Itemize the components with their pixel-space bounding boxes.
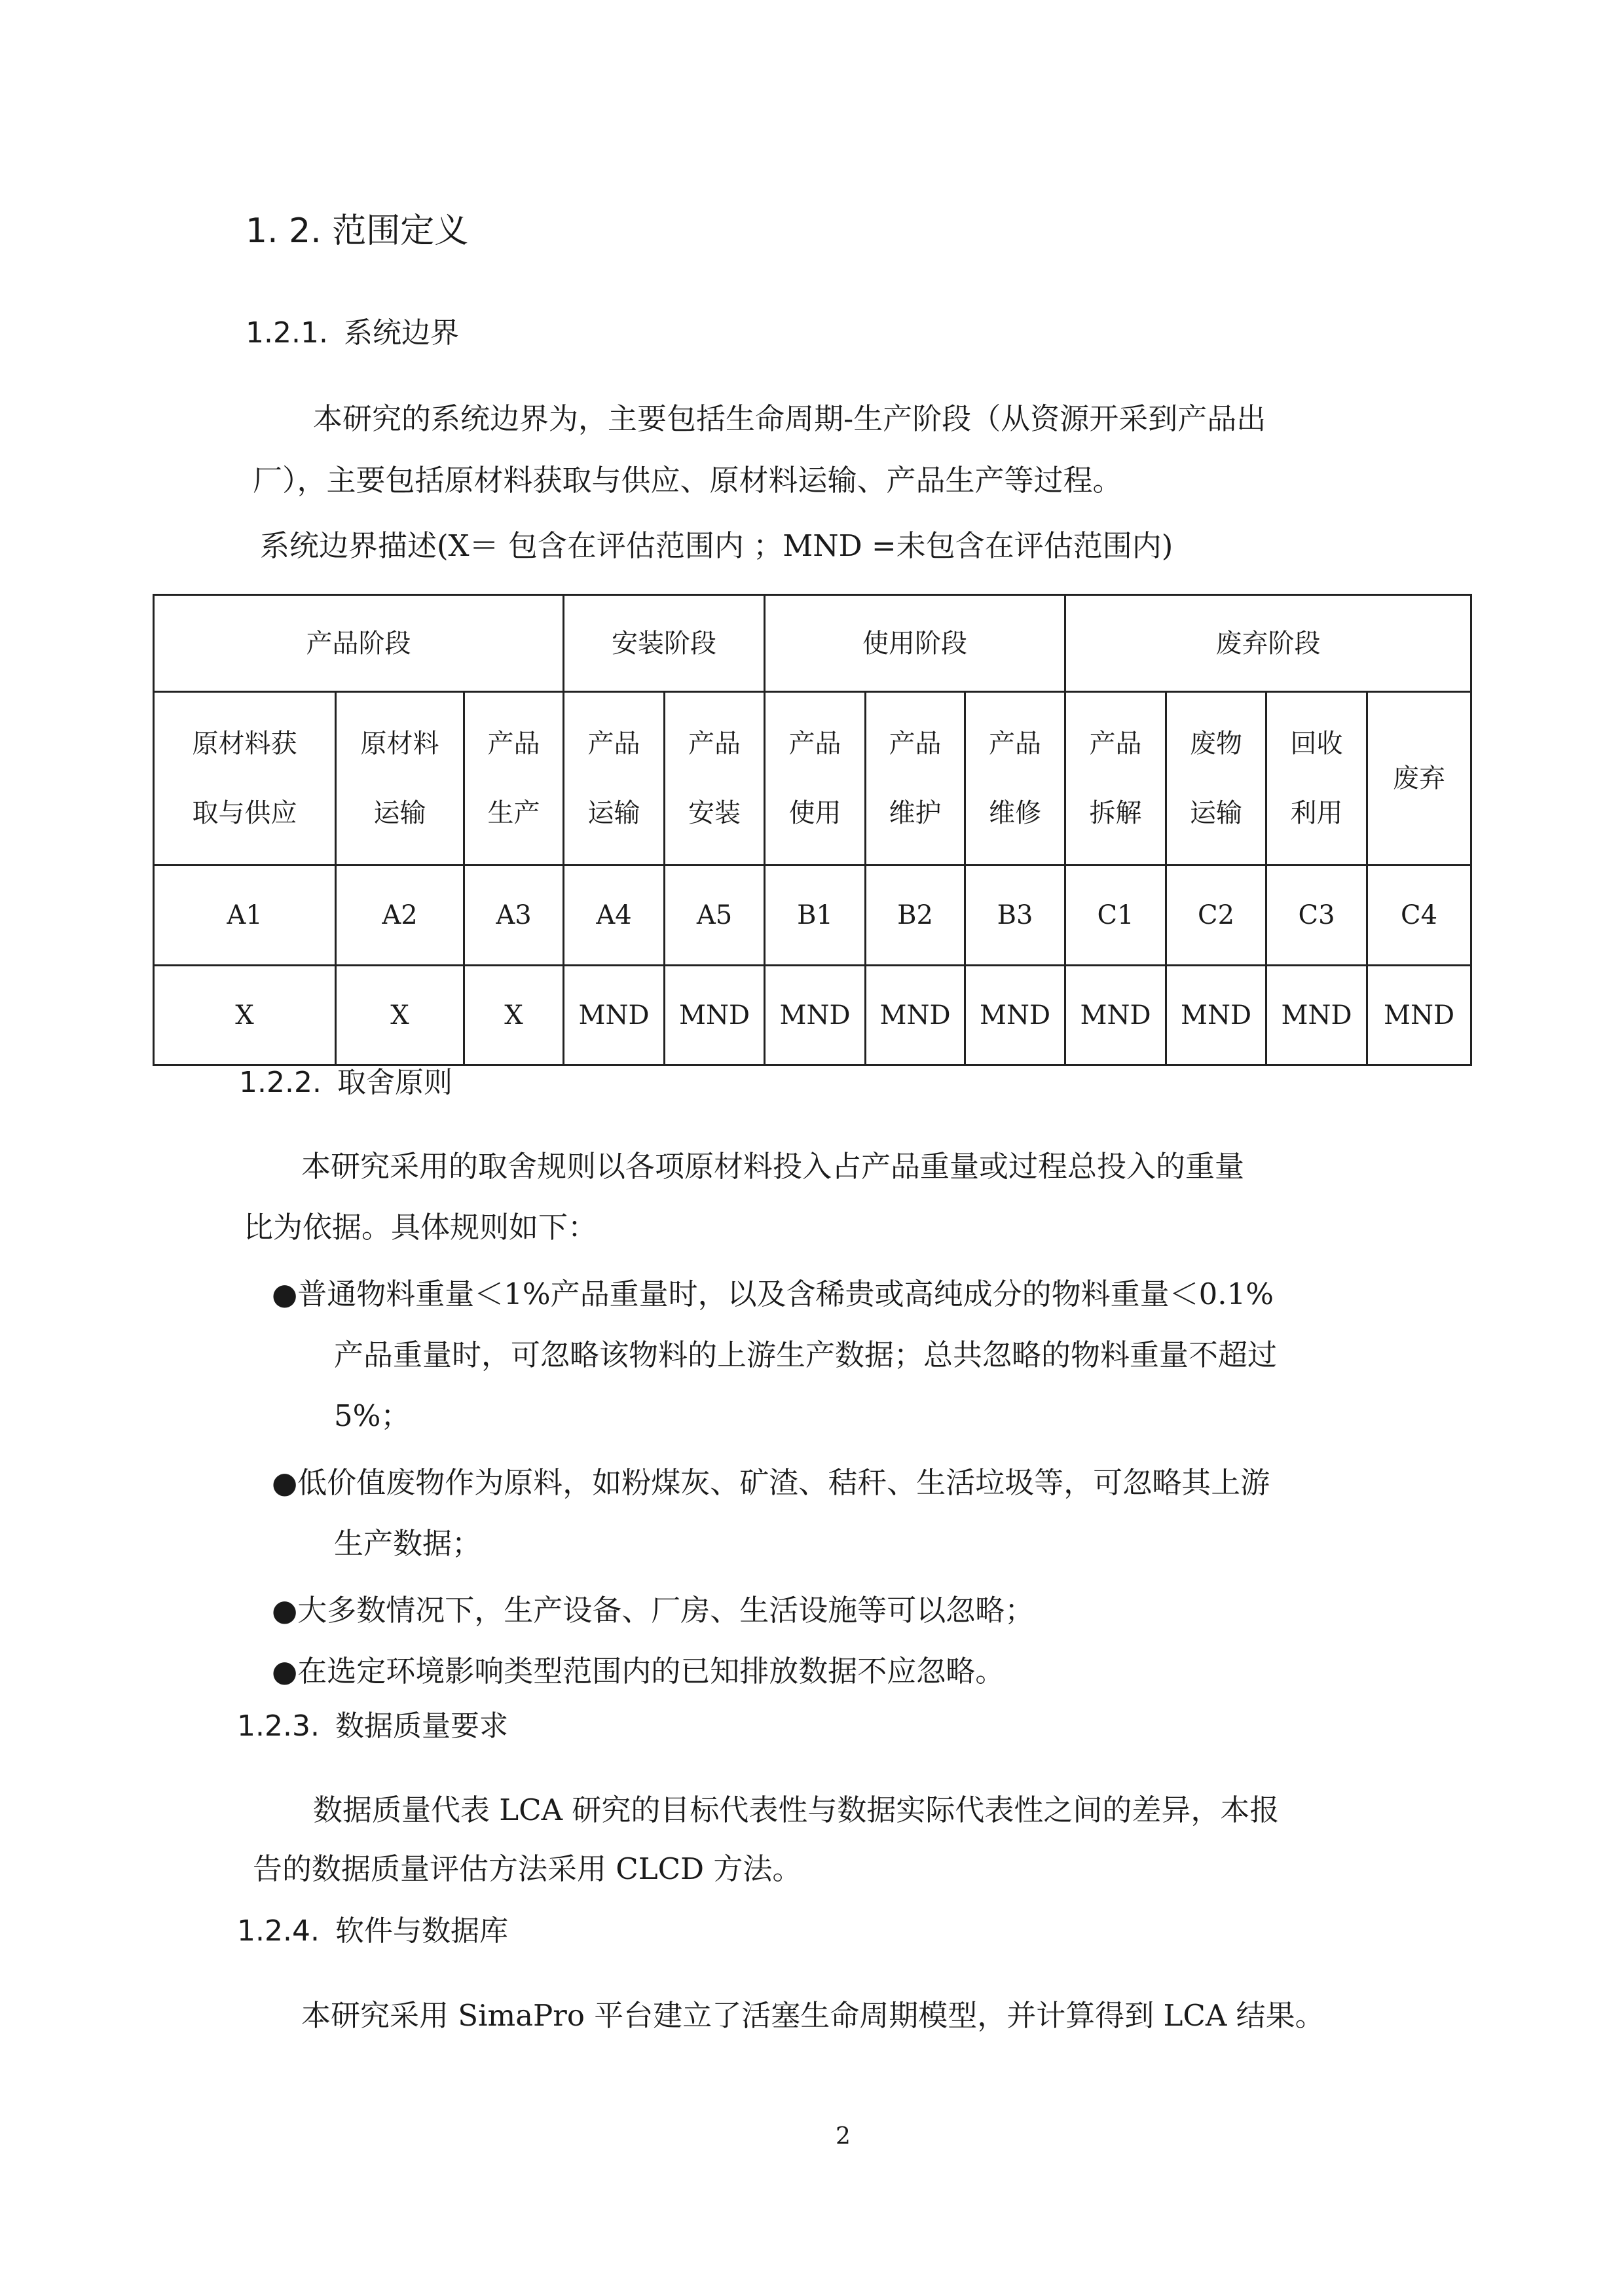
subsection-heading-1-2-1 [246,309,459,351]
code-cell: A5 [665,866,765,966]
subsection-number: 1.2.2. [239,1066,322,1099]
module-cell: 产品 生产 [464,692,564,866]
bullet-line: ●在选定环境影响类型范围内的已知排放数据不应忽略。 [272,1654,1005,1688]
subsection-number: 1.2.3. [237,1709,320,1743]
section-title: 范围定义 [332,211,469,251]
stage-cell: 产品阶段 [154,595,564,692]
stage-cell: 使用阶段 [765,595,1065,692]
module-cell: 原材料 运输 [336,692,464,866]
paragraph-line: 数据质量代表 LCA 研究的目标代表性与数据实际代表性之间的差异，本报 [313,1793,1280,1827]
module-cell: 废弃 [1367,692,1471,866]
value-cell: X [154,966,336,1065]
subsection-title: 软件与数据库 [335,1914,508,1948]
value-cell: MND [1266,966,1367,1065]
bullet-line: 生产数据； [334,1526,482,1561]
paragraph-line: 本研究采用的取舍规则以各项原材料投入占产品重量或过程总投入的重量 [301,1149,1245,1184]
paragraph-line: 厂），主要包括原材料获取与供应、原材料运输、产品生产等过程。 [253,463,1122,498]
subsection-heading-1-2-2 [239,1059,452,1101]
module-cell: 产品 维修 [965,692,1065,866]
code-cell: B3 [965,866,1065,966]
value-cell: MND [1065,966,1166,1065]
module-row [154,692,1471,866]
bullet-line: ●大多数情况下，生产设备、厂房、生活设施等可以忽略； [272,1593,1035,1628]
subsection-heading-1-2-3 [237,1702,508,1744]
value-cell: MND [564,966,665,1065]
code-cell: A1 [154,866,336,966]
system-boundary-table [153,594,1472,1066]
subsection-title: 数据质量要求 [335,1709,508,1743]
value-cell: MND [965,966,1065,1065]
section-heading [246,203,468,252]
bullet-line: ●低价值废物作为原料，如粉煤灰、矿渣、秸秆、生活垃圾等，可忽略其上游 [272,1465,1270,1500]
code-cell: A4 [564,866,665,966]
value-cell: X [464,966,564,1065]
paragraph-line: 比为依据。具体规则如下： [244,1210,598,1245]
module-cell: 产品 安装 [665,692,765,866]
subsection-number: 1.2.1. [246,316,328,350]
code-cell: A3 [464,866,564,966]
value-cell: MND [765,966,866,1065]
subsection-heading-1-2-4 [237,1907,508,1949]
subsection-title: 取舍原则 [337,1066,452,1099]
code-row [154,866,1471,966]
bullet-line: 5%； [334,1398,411,1433]
page-number: 2 [836,2123,851,2150]
value-cell: X [336,966,464,1065]
stage-cell: 废弃阶段 [1065,595,1471,692]
bullet-line: ●普通物料重量＜1%产品重量时，以及含稀贵或高纯成分的物料重量＜0.1% [272,1277,1274,1311]
value-cell: MND [866,966,965,1065]
module-cell: 产品 使用 [765,692,866,866]
code-cell: C4 [1367,866,1471,966]
stage-cell: 安装阶段 [564,595,765,692]
module-cell: 产品 运输 [564,692,665,866]
paragraph-line: 本研究采用 SimaPro 平台建立了活塞生命周期模型，并计算得到 LCA 结果。 [301,1998,1325,2033]
code-cell: C3 [1266,866,1367,966]
section-number: 1. 2. [246,211,322,251]
value-cell: MND [1367,966,1471,1065]
table-caption: 系统边界描述(X＝ 包含在评估范围内 ；MND =未包含在评估范围内) [260,528,1173,563]
stage-row [154,595,1471,692]
module-cell: 产品 维护 [866,692,965,866]
module-cell: 回收 利用 [1266,692,1367,866]
subsection-number: 1.2.4. [237,1914,320,1948]
bullet-line: 产品重量时，可忽略该物料的上游生产数据；总共忽略的物料重量不超过 [334,1338,1278,1372]
paragraph-line: 本研究的系统边界为，主要包括生命周期-生产阶段（从资源开采到产品出 [313,401,1266,436]
code-cell: B1 [765,866,866,966]
code-cell: C2 [1166,866,1266,966]
value-cell: MND [665,966,765,1065]
module-cell: 产品 拆解 [1065,692,1166,866]
code-cell: B2 [866,866,965,966]
paragraph-line: 告的数据质量评估方法采用 CLCD 方法。 [253,1851,802,1886]
module-cell: 废物 运输 [1166,692,1266,866]
code-cell: C1 [1065,866,1166,966]
code-cell: A2 [336,866,464,966]
subsection-title: 系统边界 [344,316,459,350]
value-row [154,966,1471,1065]
module-cell: 原材料获 取与供应 [154,692,336,866]
value-cell: MND [1166,966,1266,1065]
